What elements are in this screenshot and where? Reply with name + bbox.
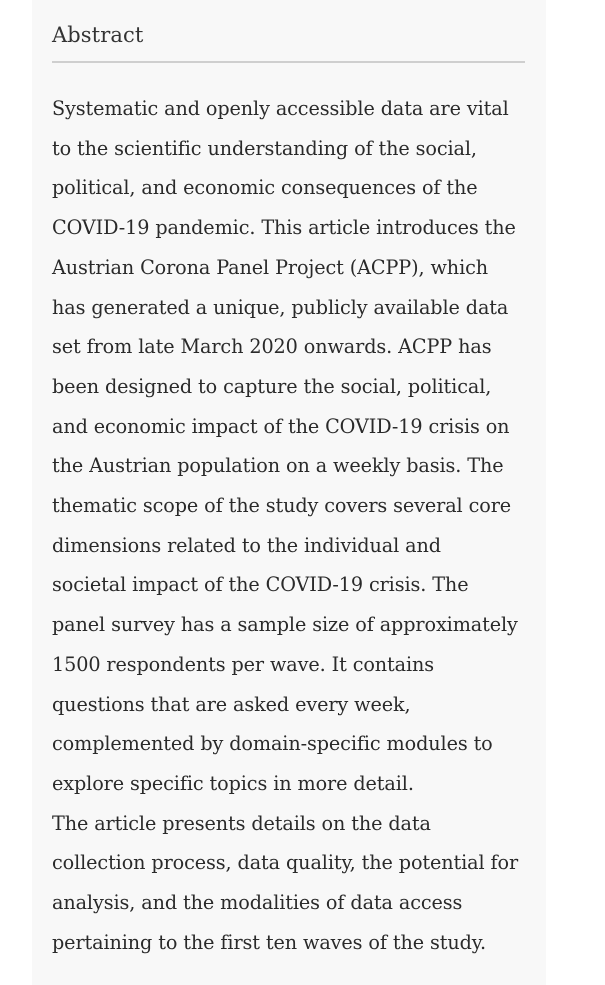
- text-line: societal impact of the COVID-19 crisis. The: [52, 573, 469, 597]
- text-line: been designed to capture the social, political,: [52, 374, 492, 398]
- heading-divider: [52, 61, 525, 63]
- text-line: pertaining to the first ten waves of the study.: [52, 930, 486, 954]
- text-line: has generated a unique, publicly available data: [52, 295, 509, 319]
- text-line: to the scientific understanding of the social,: [52, 136, 477, 160]
- text-line: collection process, data quality, the potential for: [52, 851, 519, 875]
- text-line: 1500 respondents per wave. It contains: [52, 652, 435, 676]
- abstract-paragraph-1: [52, 89, 530, 804]
- abstract-paragraph-2: [52, 804, 530, 963]
- text-line: complemented by domain-specific modules to: [52, 732, 493, 756]
- text-line: political, and economic consequences of the: [52, 176, 478, 200]
- text-line: set from late March 2020 onwards. ACPP has: [52, 335, 492, 359]
- text-line: The article presents details on the data: [52, 811, 431, 835]
- text-line: panel survey has a sample size of approximately: [52, 613, 518, 637]
- text-line: COVID-19 pandemic. This article introduces the: [52, 216, 516, 240]
- abstract-panel: [32, 0, 546, 985]
- text-line: Austrian Corona Panel Project (ACPP), which: [52, 255, 489, 279]
- text-line: explore specific topics in more detail.: [52, 771, 414, 795]
- text-line: questions that are asked every week,: [52, 692, 411, 716]
- text-line: Systematic and openly accessible data are vital: [52, 97, 509, 120]
- text-line: thematic scope of the study covers several core: [52, 494, 512, 518]
- text-line: and economic impact of the COVID-19 crisis on: [52, 414, 510, 438]
- text-line: the Austrian population on a weekly basis. The: [52, 454, 504, 478]
- text-line: analysis, and the modalities of data access: [52, 891, 463, 915]
- abstract-body: [52, 89, 530, 962]
- abstract-heading: Abstract: [52, 23, 144, 47]
- text-line: dimensions related to the individual and: [52, 533, 441, 557]
